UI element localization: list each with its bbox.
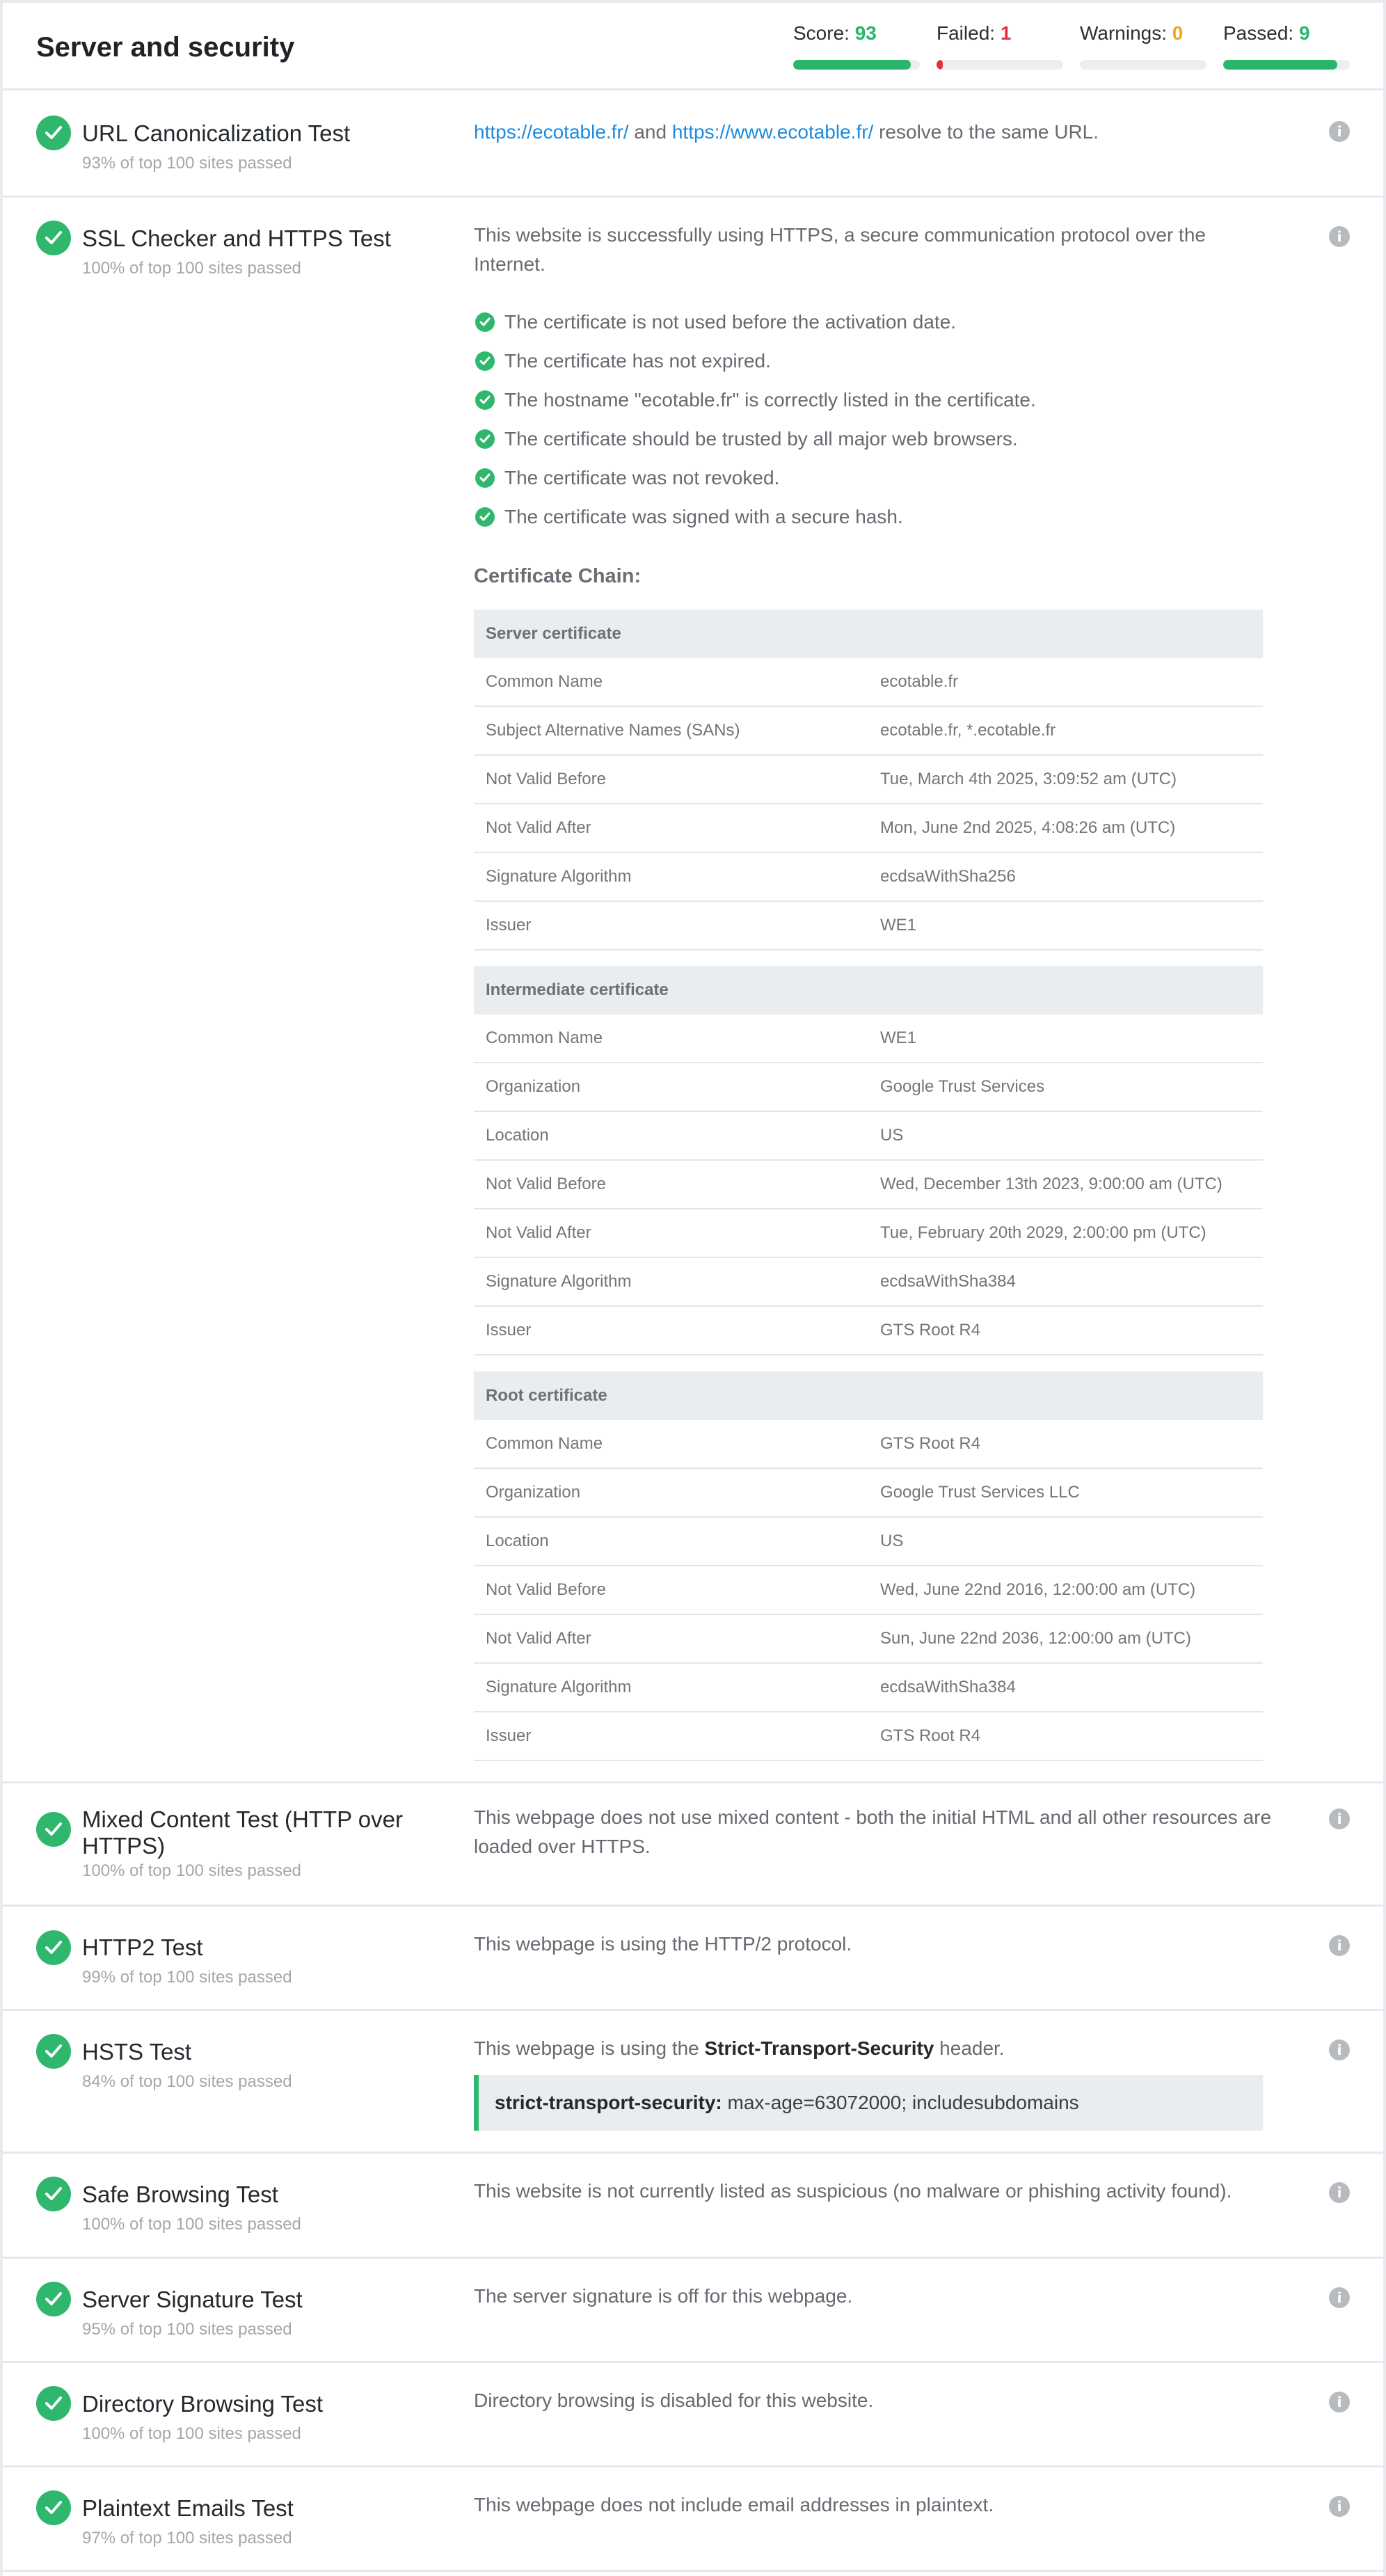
test-title: Safe Browsing Test (82, 2181, 278, 2207)
checklist-item: The certificate is not used before the activation date. (474, 303, 1036, 342)
cert-field-value: Wed, December 13th 2023, 9:00:00 am (UTC) (880, 1175, 1222, 1193)
cert-table-row (474, 1566, 1263, 1615)
test-pass-rate: 100% of top 100 sites passed (82, 259, 301, 278)
cert-field-name: Location (486, 1532, 549, 1550)
cert-field-name: Common Name (486, 1434, 603, 1453)
ssl-https-row (3, 198, 1383, 1783)
test-pass-rate: 100% of top 100 sites passed (82, 2215, 301, 2234)
cert-field-name: Location (486, 1126, 549, 1145)
passed-bar-fill (1223, 60, 1337, 70)
info-icon[interactable]: i (1329, 226, 1350, 247)
cert-table-row (474, 804, 1263, 853)
check-circle-icon (36, 1812, 71, 1847)
check-circle-icon (475, 351, 495, 371)
test-title: Plaintext Emails Test (82, 2495, 294, 2521)
cert-table-row (474, 1469, 1263, 1518)
check-circle-icon (475, 507, 495, 527)
cert-field-value: GTS Root R4 (880, 1321, 981, 1339)
cert-field-name: Organization (486, 1077, 581, 1096)
cert-field-name: Signature Algorithm (486, 867, 632, 886)
cert-table-row (474, 1015, 1263, 1063)
url-link-primary[interactable]: https://ecotable.fr/ (474, 121, 629, 143)
cert-field-value: Wed, June 22nd 2016, 12:00:00 am (UTC) (880, 1580, 1196, 1599)
cert-field-value: ecdsaWithSha384 (880, 1272, 1016, 1291)
warnings-bar (1080, 60, 1206, 70)
cert-field-value: Tue, March 4th 2025, 3:09:52 am (UTC) (880, 770, 1177, 788)
cert-field-value: ecdsaWithSha384 (880, 1678, 1016, 1696)
test-description: This webpage does not include email addresses in plaintext. (474, 2494, 994, 2515)
cert-table-row (474, 1518, 1263, 1566)
certificate-chain-title: Certificate Chain: (474, 565, 642, 587)
cert-table-row (474, 1112, 1263, 1161)
score-stat (793, 22, 920, 45)
score-bar-fill (793, 60, 911, 70)
plaintext-emails-row (3, 2467, 1383, 2572)
test-pass-rate: 100% of top 100 sites passed (82, 2424, 301, 2443)
warnings-stat (1080, 22, 1206, 45)
cert-table-row (474, 1615, 1263, 1664)
cert-table-row (474, 1209, 1263, 1258)
cert-field-name: Not Valid After (486, 1629, 591, 1648)
section-title: Server and security (36, 32, 295, 63)
checklist-item: The certificate should be trusted by all major web browsers. (474, 420, 1036, 459)
check-circle-icon (36, 2282, 71, 2316)
cert-field-value: Tue, February 20th 2029, 2:00:00 pm (UTC) (880, 1223, 1206, 1242)
score-value: 93 (854, 22, 877, 44)
cert-field-name: Issuer (486, 1726, 532, 1745)
cert-field-name: Not Valid Before (486, 1175, 606, 1193)
cert-table-heading: Server certificate (474, 610, 1263, 658)
test-description: This website is not currently listed as suspicious (no malware or phishing activity found). (474, 2180, 1232, 2202)
cert-table-heading: Root certificate (474, 1372, 1263, 1420)
server-signature-row (3, 2259, 1383, 2363)
cert-field-name: Signature Algorithm (486, 1678, 632, 1696)
test-description: This website is successfully using HTTPS, a secure communication protocol over the Internet. (474, 224, 1206, 275)
hsts-row (3, 2011, 1383, 2154)
test-description: This webpage does not use mixed content - both the initial HTML and all other resources are loaded over HTTPS. (474, 1806, 1272, 1857)
checklist-item: The certificate was signed with a secure hash. (474, 498, 1036, 536)
test-pass-rate: 93% of top 100 sites passed (82, 154, 292, 173)
cert-table-row (474, 1258, 1263, 1307)
cert-field-value: ecdsaWithSha256 (880, 867, 1016, 886)
cert-table-row (474, 1161, 1263, 1209)
cert-field-name: Organization (486, 1483, 581, 1502)
passed-bar (1223, 60, 1350, 70)
safe-browsing-row (3, 2154, 1383, 2259)
info-icon[interactable]: i (1329, 1935, 1350, 1956)
cert-field-name: Issuer (486, 916, 532, 935)
cert-table-row (474, 1307, 1263, 1355)
cert-table-heading: Intermediate certificate (474, 966, 1263, 1015)
http2-row (3, 1907, 1383, 2011)
cert-field-value: Mon, June 2nd 2025, 4:08:26 am (UTC) (880, 818, 1176, 837)
cert-table-row (474, 853, 1263, 902)
cert-field-name: Common Name (486, 1028, 603, 1047)
info-icon[interactable]: i (1329, 2392, 1350, 2412)
info-icon[interactable]: i (1329, 2287, 1350, 2308)
test-title: Directory Browsing Test (82, 2391, 324, 2417)
warnings-label: Warnings: (1080, 22, 1168, 44)
check-circle-icon (36, 116, 71, 150)
passed-stat (1223, 22, 1350, 45)
hsts-header-directives: max-age=63072000; includesubdomains (722, 2092, 1079, 2113)
panel-header (3, 3, 1383, 90)
info-icon[interactable]: i (1329, 121, 1350, 142)
test-title: HTTP2 Test (82, 1934, 203, 1960)
root-certificate-table (474, 1372, 1263, 1761)
check-circle-icon (36, 2490, 71, 2525)
test-pass-rate: 99% of top 100 sites passed (82, 1968, 292, 1987)
hsts-header-value (474, 2075, 1263, 2131)
test-pass-rate: 100% of top 100 sites passed (82, 1861, 301, 1880)
cert-field-value: Sun, June 22nd 2036, 12:00:00 am (UTC) (880, 1629, 1191, 1648)
test-description: This webpage is using the Strict-Transport-Security header. (474, 2037, 1005, 2059)
test-title: SSL Checker and HTTPS Test (82, 225, 391, 251)
cert-field-name: Common Name (486, 672, 603, 691)
cert-table-row (474, 658, 1263, 707)
cert-table-row (474, 1664, 1263, 1712)
test-title: HSTS Test (82, 2039, 192, 2065)
desc-tail: resolve to the same URL. (873, 121, 1099, 143)
header-name: Strict-Transport-Security (704, 2037, 934, 2059)
check-circle-icon (36, 2034, 71, 2069)
check-circle-icon (475, 468, 495, 488)
cert-table-row (474, 1063, 1263, 1112)
check-circle-icon (36, 2177, 71, 2211)
cert-field-name: Signature Algorithm (486, 1272, 632, 1291)
cert-field-name: Not Valid After (486, 1223, 591, 1242)
cert-field-value: ecotable.fr (880, 672, 959, 691)
test-description: Directory browsing is disabled for this website. (474, 2390, 874, 2411)
check-circle-icon (36, 221, 71, 255)
url-canonicalization-row (3, 93, 1383, 198)
cert-field-value: GTS Root R4 (880, 1434, 981, 1453)
failed-bar (937, 60, 1063, 70)
test-pass-rate: 97% of top 100 sites passed (82, 2529, 292, 2547)
info-icon[interactable]: i (1329, 2182, 1350, 2203)
mixed-content-row (3, 1783, 1383, 1907)
cert-table-row (474, 902, 1263, 951)
cert-field-value: US (880, 1126, 904, 1145)
info-icon[interactable]: i (1329, 2040, 1350, 2060)
cert-field-value: US (880, 1532, 904, 1550)
test-description: This webpage is using the HTTP/2 protocol. (474, 1933, 852, 1955)
url-link-www[interactable]: https://www.ecotable.fr/ (671, 121, 874, 143)
cert-field-name: Not Valid After (486, 818, 591, 837)
cert-field-name: Not Valid Before (486, 1580, 606, 1599)
passed-label: Passed: (1223, 22, 1294, 44)
cert-field-name: Issuer (486, 1321, 532, 1339)
info-icon[interactable]: i (1329, 2496, 1350, 2517)
cert-table-row (474, 1420, 1263, 1469)
cert-table-row (474, 756, 1263, 804)
failed-stat (937, 22, 1063, 45)
checklist-item: The certificate has not expired. (474, 342, 1036, 381)
passed-value: 9 (1298, 22, 1310, 44)
cert-field-name: Not Valid Before (486, 770, 606, 788)
check-circle-icon (475, 429, 495, 449)
score-bar (793, 60, 920, 70)
cert-field-value: Google Trust Services (880, 1077, 1045, 1096)
cert-field-value: WE1 (880, 916, 917, 935)
cert-field-name: Subject Alternative Names (SANs) (486, 721, 740, 740)
cert-field-value: GTS Root R4 (880, 1726, 981, 1745)
desc-and: and (628, 121, 672, 143)
failed-label: Failed: (937, 22, 996, 44)
cert-field-value: ecotable.fr, *.ecotable.fr (880, 721, 1056, 740)
checklist-item: The hostname "ecotable.fr" is correctly listed in the certificate. (474, 381, 1036, 420)
warnings-value: 0 (1172, 22, 1184, 44)
test-title: Mixed Content Test (HTTP over HTTPS) (82, 1806, 403, 1859)
hsts-header-key: strict-transport-security: (495, 2092, 722, 2113)
cert-field-value: WE1 (880, 1028, 917, 1047)
ssl-checklist (474, 303, 1036, 536)
check-circle-icon (36, 2386, 71, 2421)
check-circle-icon (475, 312, 495, 332)
test-description: The server signature is off for this webpage. (474, 2285, 853, 2307)
test-title: URL Canonicalization Test (82, 120, 351, 146)
check-circle-icon (36, 1930, 71, 1965)
test-pass-rate: 95% of top 100 sites passed (82, 2320, 292, 2339)
server-certificate-table (474, 610, 1263, 951)
cert-table-row (474, 1712, 1263, 1761)
info-icon[interactable]: i (1329, 1808, 1350, 1829)
intermediate-certificate-table (474, 966, 1263, 1355)
checklist-item: The certificate was not revoked. (474, 459, 1036, 498)
test-pass-rate: 84% of top 100 sites passed (82, 2072, 292, 2091)
failed-bar-fill (937, 60, 943, 70)
score-label: Score: (793, 22, 850, 44)
failed-value: 1 (1000, 22, 1012, 44)
cert-field-value: Google Trust Services LLC (880, 1483, 1080, 1502)
test-description (474, 118, 1281, 147)
cert-table-row (474, 707, 1263, 756)
test-title: Server Signature Test (82, 2287, 303, 2312)
directory-browsing-row (3, 2363, 1383, 2467)
check-circle-icon (475, 390, 495, 410)
